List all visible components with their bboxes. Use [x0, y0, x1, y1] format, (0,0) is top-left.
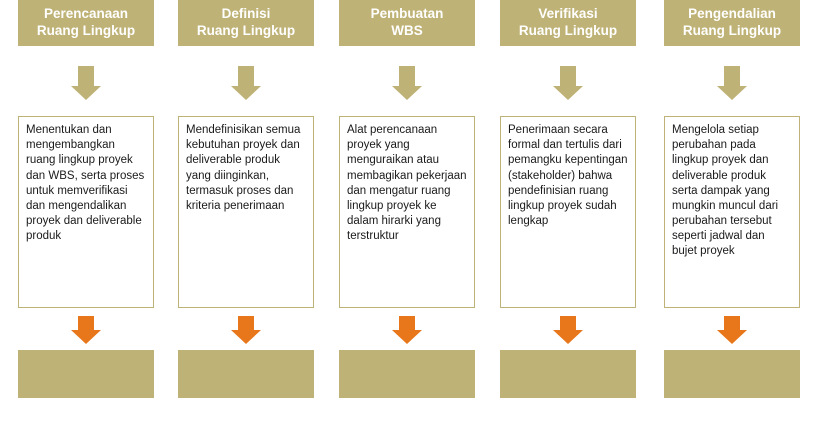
flow-column-perencanaan-ruang-lingkup	[18, 0, 154, 430]
header-line-2a: Definisi	[221, 6, 271, 22]
arrow-shaft	[399, 66, 415, 86]
arrow-head	[392, 86, 422, 100]
header-box-5	[664, 0, 800, 46]
header-box-2	[178, 0, 314, 46]
arrow-shaft	[78, 66, 94, 86]
orange-down-arrow-3	[392, 316, 422, 344]
orange-down-arrow-1	[71, 316, 101, 344]
description-box-5: Mengelola setiap perubahan pada lingkup proyek dan deliverable produk serta dampak yang mungkin muncul dari perubahan tersebut seperti jadwal dan bujet proyek	[664, 116, 800, 308]
header-line-5b: Ruang Lingkup	[682, 23, 782, 38]
orange-down-arrow-2	[231, 316, 261, 344]
bottom-box-4	[500, 350, 636, 398]
bottom-box-1	[18, 350, 154, 398]
description-box-4: Penerimaan secara formal dan tertulis dari pemangku kepentingan (stakeholder) bahwa pendefinisian ruang lingkup proyek sudah lengkap	[500, 116, 636, 308]
description-box-3: Alat perencanaan proyek yang menguraikan atau membagikan pekerjaan dan mengatur ruang lingkup proyek ke dalam hirarki yang terstruktur	[339, 116, 475, 308]
description-box-1: Menentukan dan mengembangkan ruang lingkup proyek dan WBS, serta proses untuk memverifikasi dan mengendalikan proyek dan deliverable produk	[18, 116, 154, 308]
arrow-shaft	[399, 316, 415, 330]
arrow-head	[71, 330, 101, 344]
arrow-head	[717, 86, 747, 100]
arrow-head	[553, 86, 583, 100]
olive-down-arrow-5	[717, 66, 747, 100]
olive-down-arrow-4	[553, 66, 583, 100]
arrow-head	[553, 330, 583, 344]
header-line-1a: Perencanaan	[43, 6, 129, 22]
header-box-4	[500, 0, 636, 46]
bottom-box-5	[664, 350, 800, 398]
header-box-1	[18, 0, 154, 46]
arrow-shaft	[238, 316, 254, 330]
header-line-1b: Ruang Lingkup	[36, 23, 136, 38]
arrow-head	[717, 330, 747, 344]
arrow-shaft	[238, 66, 254, 86]
arrow-shaft	[78, 316, 94, 330]
arrow-head	[231, 330, 261, 344]
arrow-shaft	[560, 316, 576, 330]
olive-down-arrow-1	[71, 66, 101, 100]
olive-down-arrow-2	[231, 66, 261, 100]
olive-down-arrow-3	[392, 66, 422, 100]
flow-column-pembuatan-wbs	[339, 0, 475, 430]
header-line-5a: Pengendalian	[688, 6, 776, 22]
header-line-4b: Ruang Lingkup	[518, 23, 618, 38]
arrow-shaft	[724, 66, 740, 86]
arrow-head	[231, 86, 261, 100]
header-line-3a: Pembuatan	[370, 6, 444, 22]
flow-column-definisi-ruang-lingkup	[178, 0, 314, 430]
flow-column-verifikasi-ruang-lingkup	[500, 0, 636, 430]
header-line-4a: Verifikasi	[538, 6, 598, 22]
arrow-shaft	[724, 316, 740, 330]
orange-down-arrow-5	[717, 316, 747, 344]
header-box-3	[339, 0, 475, 46]
arrow-shaft	[560, 66, 576, 86]
bottom-box-3	[339, 350, 475, 398]
header-line-3b: WBS	[391, 23, 423, 38]
arrow-head	[392, 330, 422, 344]
header-line-2b: Ruang Lingkup	[196, 23, 296, 38]
orange-down-arrow-4	[553, 316, 583, 344]
flow-column-pengendalian-ruang-lingkup	[664, 0, 800, 430]
description-box-2: Mendefinisikan semua kebutuhan proyek dan deliverable produk yang diinginkan, termasuk proses dan kriteria penerimaan	[178, 116, 314, 308]
bottom-box-2	[178, 350, 314, 398]
arrow-head	[71, 86, 101, 100]
